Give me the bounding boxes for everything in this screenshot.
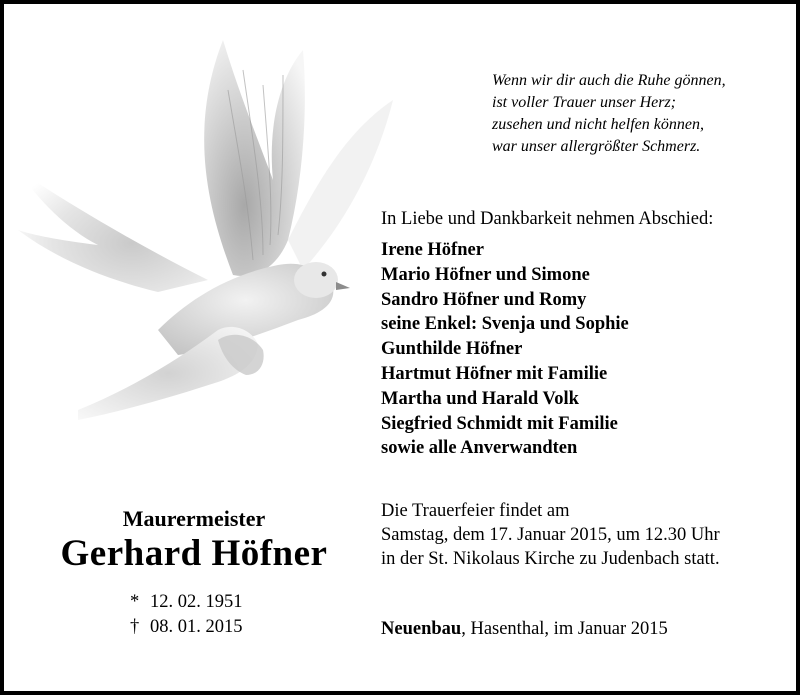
mourner-name: Martha und Harald Volk	[381, 388, 579, 409]
service-line: Samstag, dem 17. Januar 2015, um 12.30 Uhr	[381, 525, 720, 545]
service-line: Die Trauerfeier findet am	[381, 501, 570, 521]
mourner-name: Sandro Höfner und Romy	[381, 289, 587, 310]
deceased-profession: Maurermeister	[122, 506, 266, 531]
place-name: Neuenbau	[381, 619, 462, 639]
mourner-name: sowie alle Anverwandten	[381, 438, 578, 459]
birth-date-row	[130, 590, 243, 615]
mourner-name: Hartmut Höfner mit Familie	[381, 363, 608, 384]
poem-line: Wenn wir dir auch die Ruhe gönnen,	[492, 72, 726, 89]
mourner-name: Gunthilde Höfner	[381, 339, 523, 360]
funeral-service-info	[381, 499, 720, 571]
poem-line: ist voller Trauer unser Herz;	[492, 94, 676, 111]
poem	[492, 70, 788, 158]
service-line: in der St. Nikolaus Kirche zu Judenbach statt.	[381, 549, 720, 569]
mourner-name: Mario Höfner und Simone	[381, 264, 590, 285]
birth-symbol: *	[130, 592, 140, 612]
poem-line: zusehen und nicht helfen können,	[492, 116, 704, 133]
death-date: 08. 01. 2015	[150, 617, 243, 637]
dove-with-hands-icon	[18, 30, 398, 420]
death-date-row	[130, 615, 243, 640]
mourners-list	[381, 238, 629, 461]
death-symbol: †	[130, 617, 140, 637]
farewell-intro: In Liebe und Dankbarkeit nehmen Abschied:	[381, 209, 714, 229]
birth-date: 12. 02. 1951	[150, 592, 243, 612]
mourner-name: seine Enkel: Svenja und Sophie	[381, 314, 629, 335]
place-and-date	[381, 617, 668, 641]
mourner-name: Siegfried Schmidt mit Familie	[381, 413, 618, 434]
place-rest: , Hasenthal, im Januar 2015	[461, 619, 668, 639]
life-dates	[130, 590, 243, 640]
deceased-name: Gerhard Höfner	[60, 533, 328, 574]
poem-line: war unser allergrößter Schmerz.	[492, 138, 701, 155]
mourner-name: Irene Höfner	[381, 240, 484, 260]
